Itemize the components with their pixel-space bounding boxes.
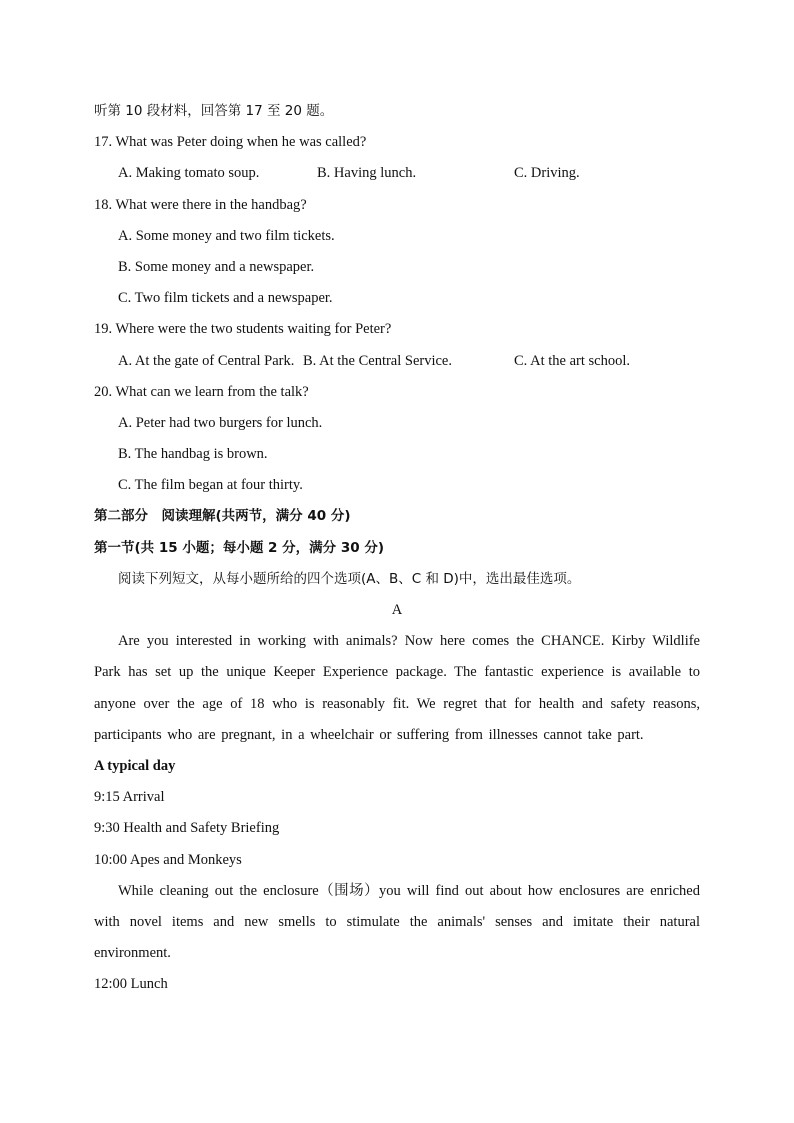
question-19-option-a: A. At the gate of Central Park. — [118, 352, 295, 369]
question-17-option-a: A. Making tomato soup. — [118, 165, 260, 182]
question-19-options — [94, 346, 700, 377]
reading-part-heading: 第二部分 阅读理解(共两节，满分 40 分) — [94, 508, 351, 525]
schedule-item-apes: 10:00 Apes and Monkeys — [94, 851, 242, 868]
question-17-option-c: C. Driving. — [514, 165, 580, 182]
passage-paragraph-2: While cleaning out the enclosure（围场）you will find out about how enclosures are enriched with novel items and new smells to stimulate the animals' senses and imitate their natural environment. — [94, 882, 700, 962]
reading-section-heading: 第一节(共 15 小题；每小题 2 分，满分 30 分) — [94, 539, 385, 556]
listening-section-intro: 听第 10 段材料，回答第 17 至 20 题。 — [94, 103, 334, 119]
schedule-item-arrival: 9:15 Arrival — [94, 789, 165, 806]
question-18-option-a: A. Some money and two film tickets. — [118, 227, 335, 244]
question-19-option-b: B. At the Central Service. — [303, 352, 452, 369]
exam-page — [94, 96, 700, 1001]
question-20-stem: 20. What can we learn from the talk? — [94, 383, 309, 400]
question-19-stem: 19. Where were the two students waiting for Peter? — [94, 321, 392, 338]
question-20-option-b: B. The handbag is brown. — [118, 446, 268, 463]
passage-label: A — [391, 602, 403, 618]
reading-instruction: 阅读下列短文，从每小题所给的四个选项(A、B、C 和 D)中，选出最佳选项。 — [118, 570, 581, 587]
question-17-stem: 17. What was Peter doing when he was called? — [94, 134, 367, 151]
question-20-option-c: C. The film began at four thirty. — [118, 477, 303, 494]
schedule-item-lunch: 12:00 Lunch — [94, 976, 168, 993]
question-17-option-b: B. Having lunch. — [317, 165, 417, 182]
question-17-options — [94, 158, 700, 189]
question-18-option-b: B. Some money and a newspaper. — [118, 258, 315, 275]
question-18-stem: 18. What were there in the handbag? — [94, 196, 307, 213]
question-18-option-c: C. Two film tickets and a newspaper. — [118, 290, 333, 307]
passage-paragraph-1: Are you interested in working with animals? Now here comes the CHANCE. Kirby Wildlife Park has set up the unique Keeper Experience package. The fantastic experience is available to anyone over the age of 18 who is reasonably fit. We regret that for health and safety reasons, participants who are pregnant, in a wheelchair or suffering from illnesses cannot take part. — [94, 633, 700, 743]
schedule-item-briefing: 9:30 Health and Safety Briefing — [94, 820, 280, 837]
schedule-heading: A typical day — [94, 758, 176, 774]
question-20-option-a: A. Peter had two burgers for lunch. — [118, 414, 323, 431]
question-19-option-c: C. At the art school. — [514, 352, 630, 369]
